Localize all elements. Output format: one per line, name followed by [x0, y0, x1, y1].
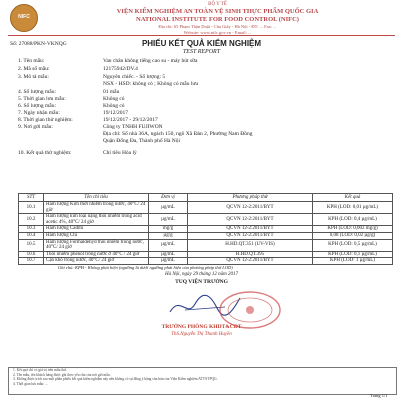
row-stt: 10.3 [19, 226, 44, 233]
signer-role: TUQ VIỆN TRƯỞNG [175, 279, 228, 285]
institute-name-vi: VIỆN KIỂM NGHIỆM AN TOÀN VỆ SINH THỰC PHẨM QUỐC GIA [116, 8, 319, 15]
info-label: 3. Mô tả mẫu: [18, 74, 49, 80]
info-value: Địa chỉ: Số nhà 36A, ngách 150, ngõ Xã Đàn 2, Phường Nam Đồng [103, 131, 253, 137]
ministry-label: BỘ Y TẾ [208, 2, 227, 7]
row-result: KPH (LOD: 0,5 µg/mL) [313, 239, 393, 251]
page-number: Trang 1/1 [370, 393, 388, 398]
table-header-row [19, 194, 393, 202]
table-row [19, 251, 393, 258]
row-name: Thôi nhiễm phenol trong nước ở 40°C / 24 giờ [44, 251, 149, 258]
row-result: KPH (LOD: 0,1 µg/mL) [313, 251, 393, 258]
info-label: 7. Ngày nhận mẫu: [18, 110, 60, 116]
info-label: 8. Thời gian thử nghiệm: [18, 117, 73, 123]
info-row [18, 81, 199, 88]
footer-line-3: 3. Không được trích sao một phần phiếu kết quả kiểm nghiệm này nếu không có sự đồng ý bằng văn bản của Viện Kiểm nghiệm ATVSTPQG. [13, 377, 218, 381]
info-value: Chỉ tiêu Hóa lý [103, 150, 137, 156]
row-stt: 10.5 [19, 239, 44, 251]
letterhead [40, 2, 395, 35]
info-value: 12175942/DV.4 [103, 66, 138, 72]
row-unit: µg/mL [149, 258, 188, 265]
row-unit: µg/mL [149, 202, 188, 214]
nifc-logo [10, 4, 38, 32]
row-method: QCVN 12-2:2011/BYT [188, 202, 313, 214]
info-value: Công ty TNHH FUJIWON [103, 124, 163, 130]
results-table [18, 193, 393, 265]
info-value: 01 mẫu [103, 89, 120, 95]
row-result: KPH (LOD: 1 µg/mL) [313, 258, 393, 265]
row-method: QCVN 12-2:2011/BYT [188, 214, 313, 226]
document-number: Số: 27088/PKN-VKNQG [10, 41, 67, 47]
info-label: 2. Mã số mẫu: [18, 66, 50, 72]
row-method: H.HD.QT.395 [188, 251, 313, 258]
report-title: PHIẾU KẾT QUẢ KIỂM NGHIỆM [141, 39, 262, 48]
info-label: 10. Kết quả thử nghiệm: [18, 150, 72, 156]
info-label: 5. Thời gian lưu mẫu: [18, 96, 66, 102]
info-value: Quận Đống Đa, Thành phố Hà Nội [103, 138, 181, 144]
row-name: Hàm lượng Chì [44, 232, 149, 239]
row-name: Hàm lượng Formaldehyd thôi nhiễm trong nước, 40°C/ 24 giờ [44, 239, 149, 251]
table-row [19, 214, 393, 226]
row-method: QCVN 12-2:2011/BYT [188, 232, 313, 239]
stamp-title: TRƯỞNG PHÒNG KHDT&CĐT [161, 324, 242, 330]
info-row [18, 117, 158, 124]
table-row [19, 202, 393, 214]
institute-name-en: NATIONAL INSTITUTE FOR FOOD CONTROL (NIFC) [136, 16, 299, 23]
row-stt: 10.7 [19, 258, 44, 265]
row-stt: 10.4 [19, 232, 44, 239]
info-label: 9. Nơi gửi mẫu: [18, 124, 53, 130]
info-row [18, 103, 125, 110]
col-header-name: Tên chỉ tiêu [44, 194, 149, 202]
footer-line-4: 4. Thời gian lưu mẫu: ... [13, 381, 48, 386]
row-name: Hàm lượng Kim thời nhiễm trong nước, 40°C/ 24 giờ [44, 202, 149, 214]
logo-text: NIFC [18, 14, 30, 20]
info-value: Nguyên chiếc. - Số lượng: 5 [103, 74, 166, 80]
signer-name: ThS.Nguyễn Thị Thanh Huyền [171, 332, 232, 337]
institute-address: Địa chỉ: 65 Phạm Thận Duật - Cầu Giấy - Hà Nội - ĐT: ... Fax: ... [158, 24, 277, 29]
row-unit: µg/mL [149, 239, 188, 251]
row-stt: 10.2 [19, 214, 44, 226]
info-value: Van chân không tiếng cao su - máy hút sữa [103, 58, 198, 64]
info-row [18, 66, 138, 73]
col-header-result: Kết quả [313, 194, 393, 202]
info-value: NSX - HSD: không có ; Không có mẫu lưu [103, 81, 199, 87]
info-row [18, 96, 125, 103]
row-name: Hàm lượng kim loại nặng thôi nhiễm trong acid acetic 4%, 40°C/ 24 giờ [44, 214, 149, 226]
info-label: 6. Số lượng mẫu: [18, 103, 56, 109]
row-unit: µg/mL [149, 251, 188, 258]
table-row [19, 232, 393, 239]
row-method: QCVN 12-2:2011/BYT [188, 258, 313, 265]
row-name: Hàm lượng Cadmi [44, 226, 149, 233]
info-label: 4. Số lượng mẫu: [18, 89, 56, 95]
footer-line-2: 2. Tên mẫu, tên khách hàng được ghi theo yêu cầu của nơi gửi mẫu. [13, 372, 111, 377]
info-row [18, 110, 129, 117]
col-header-unit: Đơn vị [149, 194, 188, 202]
footer-line-1: 1. Kết quả chỉ có giá trị trên mẫu thử. [13, 368, 67, 372]
row-method: QCVN 12-2:2011/BYT [188, 226, 313, 233]
table-row [19, 258, 393, 265]
row-stt: 10.1 [19, 202, 44, 214]
info-row [18, 138, 181, 145]
row-method: H.HD.QT.351 (UV-VIS) [188, 239, 313, 251]
info-row [18, 150, 137, 157]
institute-contact: Website: www.nifc.gov.vn - Email: ... [183, 29, 252, 35]
info-row [18, 131, 253, 138]
note-text: Ghi chú: KPH - Không phát hiện (ngưỡng là dưới ngưỡng phát hiện của phương pháp thử LOD) [58, 265, 233, 270]
table-row [19, 226, 393, 233]
row-unit: µg/g [149, 232, 188, 239]
row-result: 0,08 (LOD: 0,02 µg/g) [313, 232, 393, 239]
row-result: KPH (LOD: 0,4 µg/mL) [313, 214, 393, 226]
col-header-stt: STT [19, 194, 44, 202]
header-rule [8, 35, 395, 36]
info-value: 19/12/2017 - 29/12/2017 [103, 117, 158, 123]
info-value: 19/12/2017 [103, 110, 129, 116]
col-header-method: Phương pháp thử [188, 194, 313, 202]
row-stt: 10.6 [19, 251, 44, 258]
row-name: Cặn khô trong nước, 40°C/ 24 giờ [44, 258, 149, 265]
row-result: KPH (LOD: 0,002 mg/g) [313, 226, 393, 233]
info-row [18, 74, 166, 81]
report-subtitle: TEST REPORT [182, 49, 221, 55]
info-value: Không có [103, 96, 125, 102]
info-value: Không có [103, 103, 125, 109]
table-row [19, 239, 393, 251]
info-row [18, 124, 163, 131]
row-unit: µg/mL [149, 214, 188, 226]
row-unit: mg/g [149, 226, 188, 233]
row-result: KPH (LOD: 0,01 µg/mL) [313, 202, 393, 214]
info-row [18, 89, 120, 96]
issue-date: Hà Nội, ngày 29 tháng 12 năm 2017 [164, 272, 239, 277]
info-label: 1. Tên mẫu: [18, 58, 45, 64]
footer-notes [8, 367, 397, 395]
info-row [18, 58, 198, 65]
